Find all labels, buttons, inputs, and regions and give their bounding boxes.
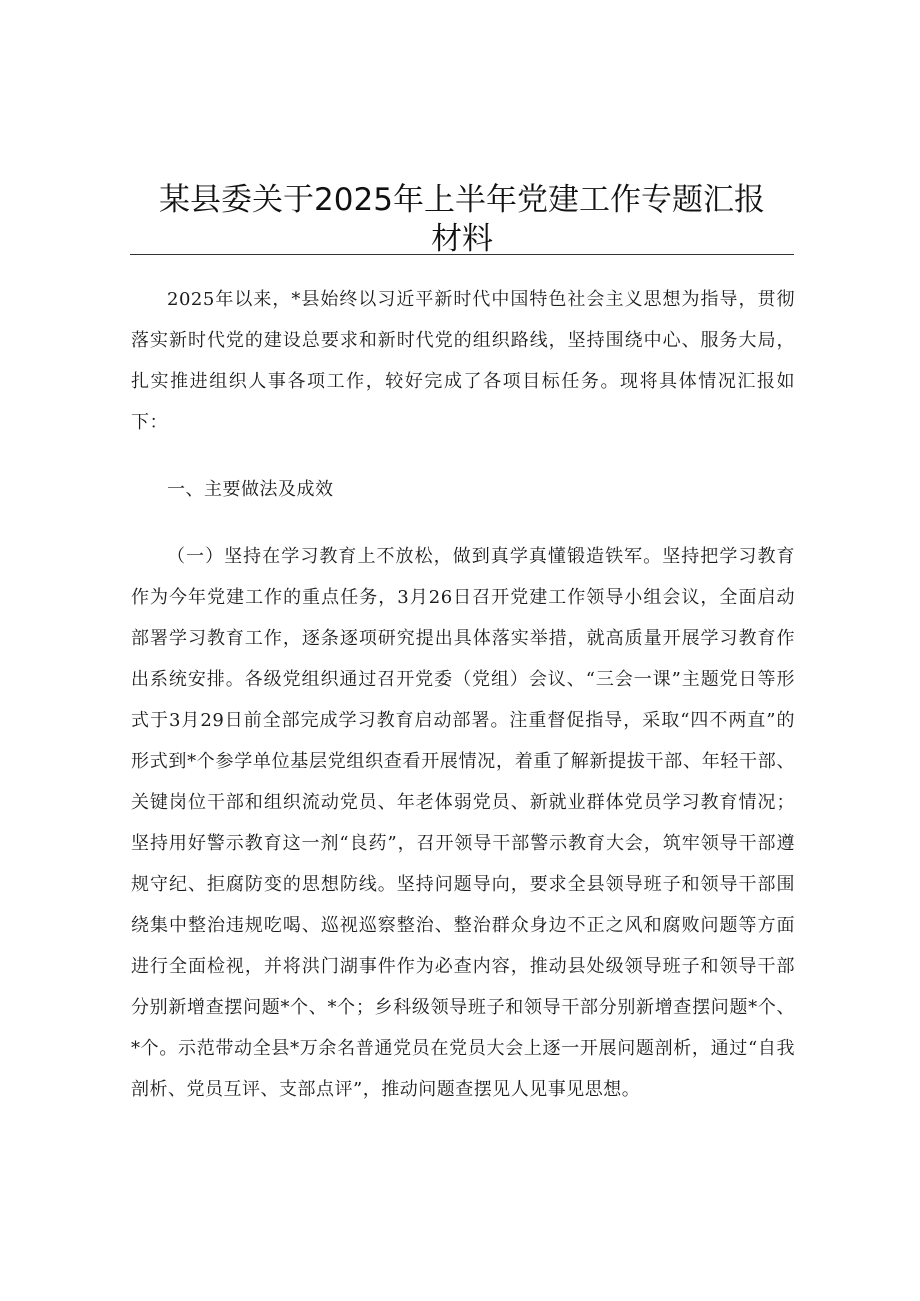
subsection-paragraph: （一）坚持在学习教育上不放松，做到真学真懂锻造铁军。坚持把学习教育作为今年党建工作的重点任务，3月26日召开党建工作领导小组会议，全面启动部署学习教育工作，逐条逐项研究提出具体落实举措，就高质量开展学习教育作出系统安排。各级党组织通过召开党委（党组）会议、“三会一课”主题党日等形式于3月29日前全部完成学习教育启动部署。注重督促指导，采取“四不两直”的形式到*个参学单位基层党组织查看开展情况，着重了解新提拔干部、年轻干部、关键岗位干部和组织流动党员、年老体弱党员、新就业群体党员学习教育情况；坚持用好警示教育这一剂“良药”，召开领导干部警示教育大会，筑牢领导干部遵规守纪、拒腐防变的思想防线。坚持问题导向，要求全县领导班子和领导干部围绕集中整治违规吃喝、巡视巡察整治、整治群众身边不正之风和腐败问题等方面进行全面检视，并将洪门湖事件作为必查内容，推动县处级领导班子和领导干部分别新增查摆问题*个、*个；乡科级领导班子和领导干部分别新增查摆问题*个、*个。示范带动全县*万余名普通党员在党员大会上逐一开展问题剖析，通过“自我剖析、党员互评、支部点评”，推动问题查摆见人见事见思想。: [131, 546, 795, 1100]
document-title: [130, 181, 794, 259]
title-line-1: 某县委关于2025年上半年党建工作专题汇报: [159, 181, 765, 218]
document-body: [131, 279, 795, 1110]
section-heading: 一、主要做法及成效: [167, 479, 334, 500]
title-divider: [130, 254, 794, 255]
intro-paragraph: 2025年以来，*县始终以习近平新时代中国特色社会主义思想为指导，贯彻落实新时代党的建设总要求和新时代党的组织路线，坚持围绕中心、服务大局，扎实推进组织人事各项工作，较好完成了各项目标任务。现将具体情况汇报如下：: [131, 289, 795, 433]
title-line-2: 材料: [431, 220, 493, 257]
